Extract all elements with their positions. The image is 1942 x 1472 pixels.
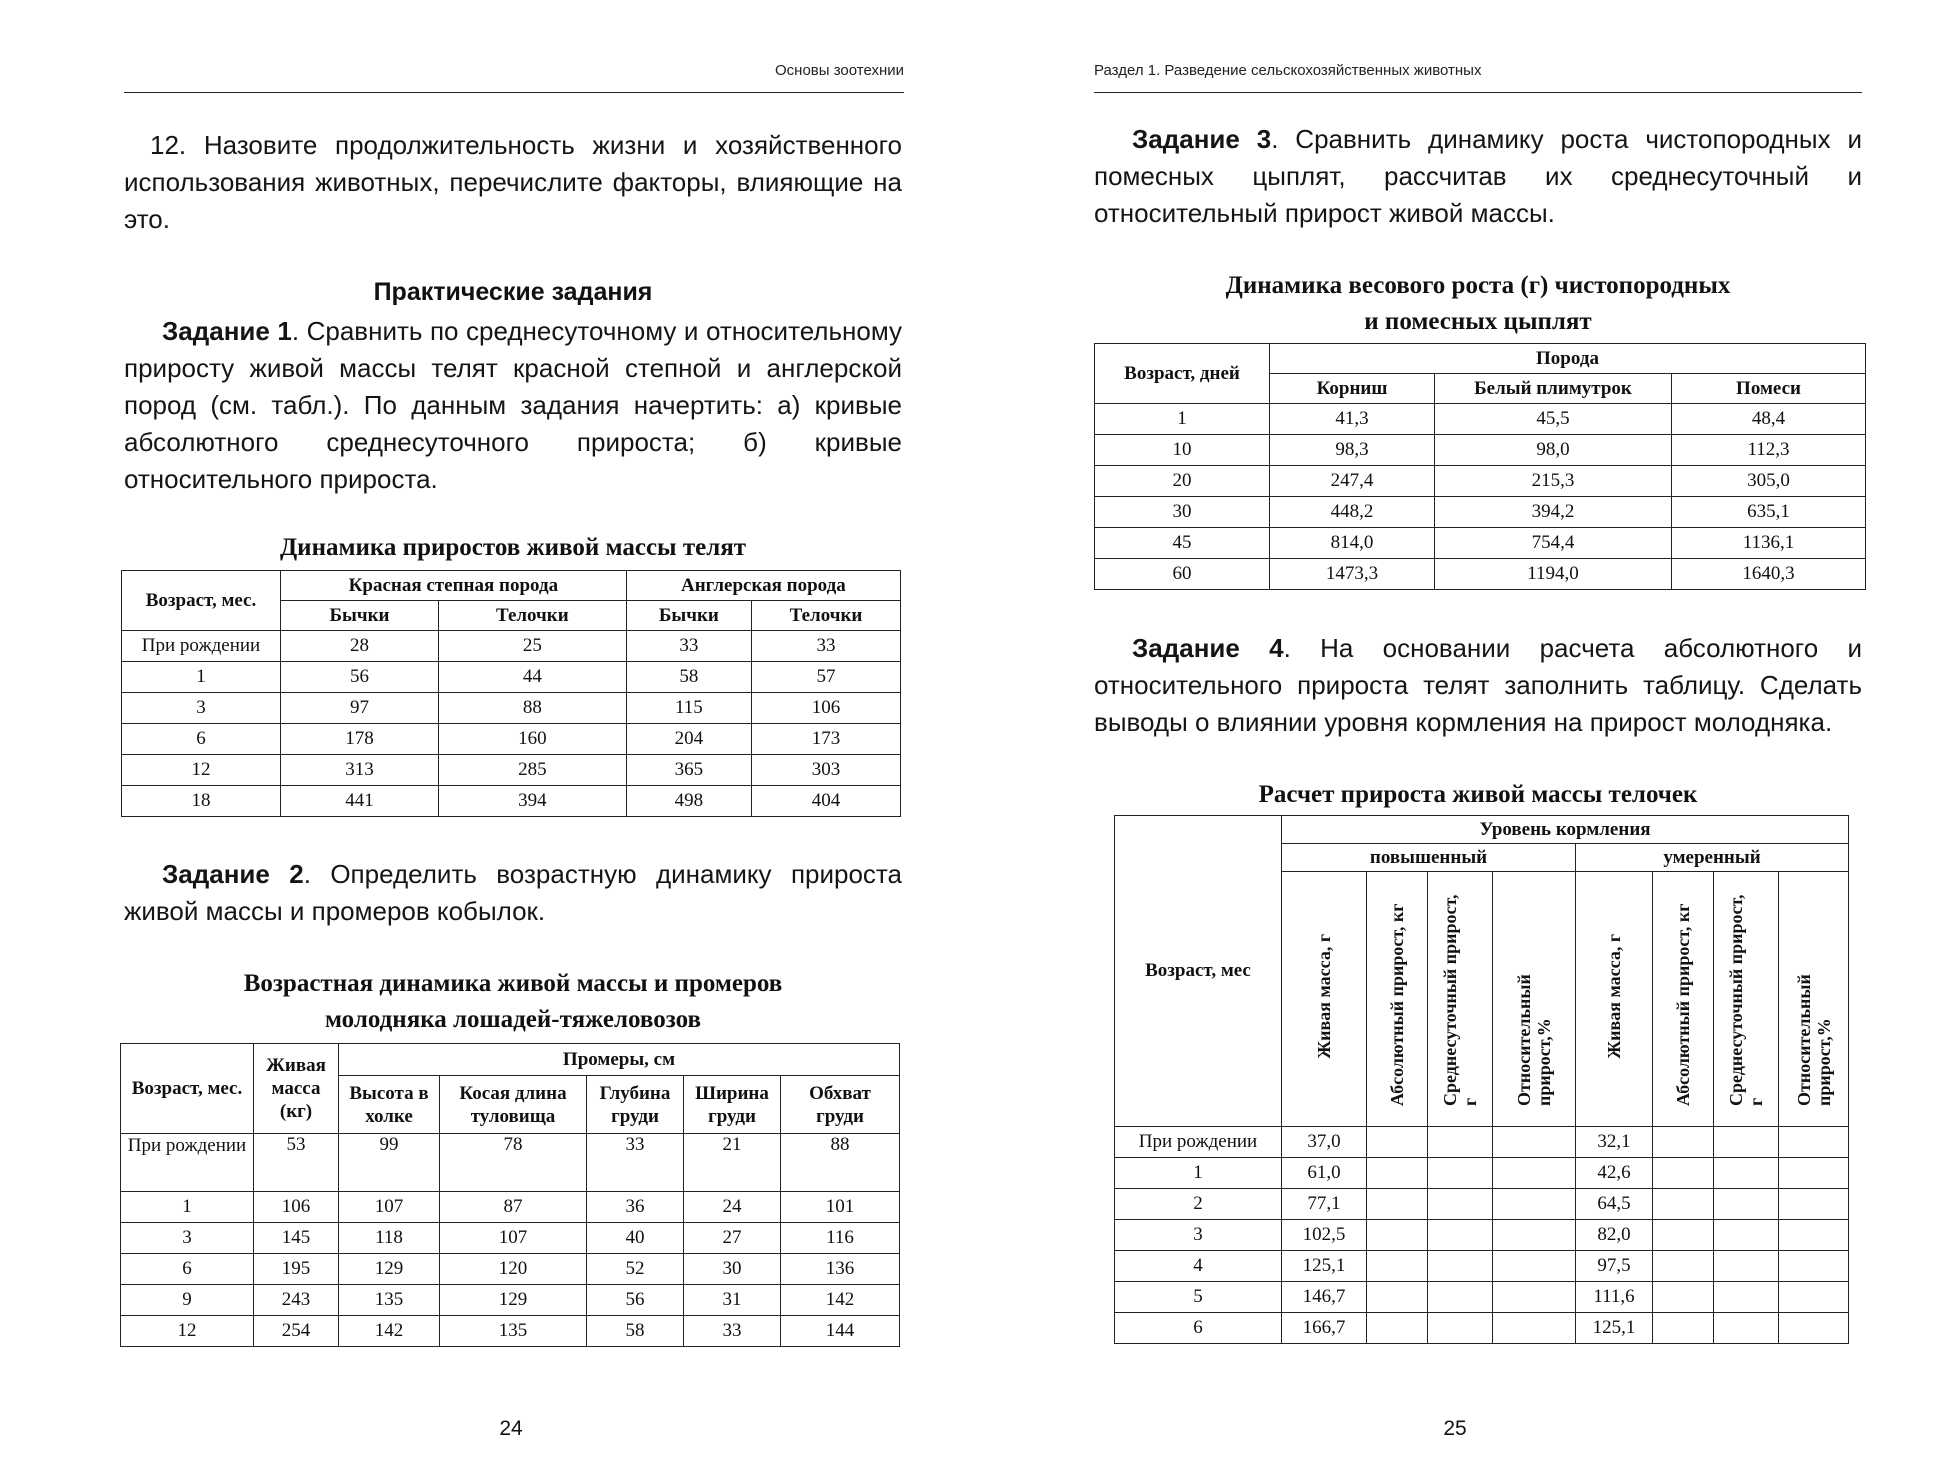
table-cell: 45,5	[1435, 404, 1672, 435]
table-cell	[1653, 1127, 1714, 1158]
vertical-label: Живая масса, г	[1604, 933, 1624, 1059]
table-cell: 166,7	[1282, 1313, 1367, 1344]
table2-group: Промеры, см	[339, 1044, 900, 1076]
table-cell	[1714, 1220, 1779, 1251]
table1-col-age: Возраст, мес.	[122, 571, 281, 631]
table-cell: При рождении	[122, 631, 281, 662]
table-cell	[1367, 1189, 1428, 1220]
table-row	[122, 631, 901, 662]
table-cell: 365	[626, 755, 751, 786]
table-cell	[1714, 1282, 1779, 1313]
table-cell: 215,3	[1435, 466, 1672, 497]
table-cell	[1493, 1189, 1576, 1220]
table-cell: 45	[1095, 528, 1270, 559]
table-cell: 125,1	[1576, 1313, 1653, 1344]
table-cell: 1	[122, 662, 281, 693]
table4-vert-header	[1779, 872, 1849, 1127]
table-cell: 394,2	[1435, 497, 1672, 528]
table-cell	[1428, 1220, 1493, 1251]
table-cell: 61,0	[1282, 1158, 1367, 1189]
table-cell: 58	[587, 1316, 684, 1347]
table4-vert-header	[1493, 872, 1576, 1127]
task2-label: Задание 2	[162, 859, 304, 889]
task3-label: Задание 3	[1132, 124, 1272, 154]
table4-vert-header	[1653, 872, 1714, 1127]
table-cell: 1136,1	[1672, 528, 1866, 559]
table-cell	[1779, 1158, 1849, 1189]
table-cell: 178	[281, 724, 439, 755]
table-cell: 144	[781, 1316, 900, 1347]
table-cell: 254	[254, 1316, 339, 1347]
table2-col-age: Возраст, мес.	[121, 1044, 254, 1134]
table-cell	[1493, 1251, 1576, 1282]
table-cell: 52	[587, 1254, 684, 1285]
table-row	[121, 1285, 900, 1316]
table-cell: 305,0	[1672, 466, 1866, 497]
table-row	[121, 1192, 900, 1223]
table-cell: 18	[122, 786, 281, 817]
task1-label: Задание 1	[162, 316, 292, 346]
table-cell: 44	[438, 662, 626, 693]
table-cell: 10	[1095, 435, 1270, 466]
table-cell: 6	[122, 724, 281, 755]
table-cell: 107	[339, 1192, 440, 1223]
table-cell	[1493, 1313, 1576, 1344]
table-cell	[1779, 1313, 1849, 1344]
table4-col-age: Возраст, мес	[1115, 816, 1282, 1127]
table-cell: 142	[781, 1285, 900, 1316]
table3-title	[1094, 268, 1862, 340]
table-cell: 102,5	[1282, 1220, 1367, 1251]
table-cell: 5	[1115, 1282, 1282, 1313]
right-page	[971, 0, 1942, 1472]
table3-sub: Белый плимутрок	[1435, 374, 1672, 404]
task3-text: . Сравнить динамику роста чистопородных и помесных цыплят, рассчитав их среднесуточный и относительный прирост живой массы.	[1094, 124, 1862, 228]
table-cell: 135	[440, 1316, 587, 1347]
table-cell: 30	[684, 1254, 781, 1285]
table-cell: 56	[281, 662, 439, 693]
table-row	[1115, 1127, 1849, 1158]
table2-sub: Обхват груди	[781, 1076, 900, 1134]
question-12: 12. Назовите продолжительность жизни и хозяйственного использования животных, перечислите факторы, влияющие на это.	[124, 130, 902, 234]
task1-text: . Сравнить по среднесуточному и относительному приросту живой массы телят красной степной и англерской пород (см. табл.). По данным задания начертить: а) кривые абсолютного среднесуточного прироста; б) кривые относительного прироста.	[124, 316, 902, 494]
vertical-label: Среднесуточный прирост, г	[1440, 894, 1480, 1106]
table-cell: 247,4	[1270, 466, 1435, 497]
table-cell: 106	[254, 1192, 339, 1223]
table-cell: 142	[339, 1316, 440, 1347]
table-row	[122, 724, 901, 755]
table-cell: 98,0	[1435, 435, 1672, 466]
table-cell: 60	[1095, 559, 1270, 590]
table1	[121, 570, 901, 817]
table-cell: 106	[752, 693, 901, 724]
table-cell: 125,1	[1282, 1251, 1367, 1282]
table-cell: 6	[121, 1254, 254, 1285]
vertical-label: Абсолютный прирост, кг	[1673, 903, 1693, 1106]
section-heading: Практические задания	[373, 278, 653, 306]
table4-group: Уровень кормления	[1282, 816, 1849, 844]
table4-title: Расчет прироста живой массы телочек	[1258, 781, 1698, 808]
table2-sub: Высота в холке	[339, 1076, 440, 1134]
table-cell: 498	[626, 786, 751, 817]
table-row	[1095, 528, 1866, 559]
table-cell: 448,2	[1270, 497, 1435, 528]
table-row	[1115, 1158, 1849, 1189]
table-cell: 313	[281, 755, 439, 786]
table-cell	[1779, 1220, 1849, 1251]
task4-paragraph	[1094, 630, 1862, 741]
table2-title-line1: Возрастная динамика живой массы и промеров	[243, 970, 783, 997]
table2	[120, 1043, 900, 1347]
table2-sub: Ширина груди	[684, 1076, 781, 1134]
table-cell: 173	[752, 724, 901, 755]
table-cell: 77,1	[1282, 1189, 1367, 1220]
table-row	[122, 755, 901, 786]
table1-title: Динамика приростов живой массы телят	[279, 534, 747, 561]
vertical-label: Относительный прирост,%	[1793, 974, 1834, 1106]
page-number: 25	[1443, 1417, 1467, 1440]
table-cell: 82,0	[1576, 1220, 1653, 1251]
table-cell	[1714, 1189, 1779, 1220]
table-cell: 88	[438, 693, 626, 724]
table-cell	[1653, 1158, 1714, 1189]
table-row	[1095, 435, 1866, 466]
table-row	[121, 1254, 900, 1285]
table-cell: 1473,3	[1270, 559, 1435, 590]
table1-group2: Англерская порода	[626, 571, 900, 601]
vertical-label: Живая масса, г	[1314, 933, 1334, 1059]
table-cell: 99	[339, 1134, 440, 1192]
table-cell: 814,0	[1270, 528, 1435, 559]
table-cell	[1367, 1313, 1428, 1344]
table-cell: 28	[281, 631, 439, 662]
table-cell: 6	[1115, 1313, 1282, 1344]
table-cell: 135	[339, 1285, 440, 1316]
table-cell	[1367, 1251, 1428, 1282]
table-cell: 32,1	[1576, 1127, 1653, 1158]
table3-title-line2: и помесных цыплят	[1364, 308, 1592, 335]
table-cell: 21	[684, 1134, 781, 1192]
table-cell: 129	[339, 1254, 440, 1285]
table-cell: 58	[626, 662, 751, 693]
table-cell	[1653, 1189, 1714, 1220]
table-cell	[1367, 1282, 1428, 1313]
table-cell	[1428, 1251, 1493, 1282]
table-cell: 48,4	[1672, 404, 1866, 435]
table1-group1: Красная степная порода	[281, 571, 627, 601]
table-cell	[1714, 1158, 1779, 1189]
table1-sub: Телочки	[752, 601, 901, 631]
table-cell	[1428, 1189, 1493, 1220]
table-cell: 1640,3	[1672, 559, 1866, 590]
table-row	[1115, 1282, 1849, 1313]
table-cell: 3	[1115, 1220, 1282, 1251]
table2-sub: Глубина груди	[587, 1076, 684, 1134]
table-cell	[1779, 1189, 1849, 1220]
table3-group: Порода	[1270, 344, 1866, 374]
table-cell: 97,5	[1576, 1251, 1653, 1282]
table-cell: 33	[752, 631, 901, 662]
table-cell: 441	[281, 786, 439, 817]
running-head: Раздел 1. Разведение сельскохозяйственных животных	[1094, 62, 1482, 79]
table-row	[122, 786, 901, 817]
table-cell: 25	[438, 631, 626, 662]
table3	[1094, 343, 1866, 590]
table-cell: 243	[254, 1285, 339, 1316]
table-cell: 1	[1095, 404, 1270, 435]
table1-sub: Бычки	[626, 601, 751, 631]
table4-vert-header	[1714, 872, 1779, 1127]
table3-title-line1: Динамика весового роста (г) чистопородных	[1225, 272, 1731, 299]
vertical-label: Абсолютный прирост, кг	[1387, 903, 1407, 1106]
header-rule	[124, 92, 904, 93]
table-cell: 129	[440, 1285, 587, 1316]
table-cell: 88	[781, 1134, 900, 1192]
table-cell: 120	[440, 1254, 587, 1285]
table-cell: При рождении	[1115, 1127, 1282, 1158]
task1-paragraph	[124, 313, 902, 498]
table4-vert-header	[1428, 872, 1493, 1127]
table-cell: 160	[438, 724, 626, 755]
table4-level1: повышенный	[1282, 844, 1576, 872]
table-cell	[1493, 1158, 1576, 1189]
table-cell: 145	[254, 1223, 339, 1254]
table4	[1114, 815, 1849, 1344]
header-rule	[1094, 92, 1862, 93]
table3-col-age: Возраст, дней	[1095, 344, 1270, 404]
task2-text: . Определить возрастную динамику прироста живой массы и промеров кобылок.	[124, 859, 902, 926]
table-cell	[1714, 1251, 1779, 1282]
table-cell: 3	[121, 1223, 254, 1254]
table-cell: 394	[438, 786, 626, 817]
table-cell	[1428, 1158, 1493, 1189]
table-row	[1095, 466, 1866, 497]
table-cell	[1714, 1313, 1779, 1344]
table-cell	[1493, 1127, 1576, 1158]
table-cell: 754,4	[1435, 528, 1672, 559]
table-cell: 101	[781, 1192, 900, 1223]
table-cell	[1367, 1158, 1428, 1189]
table-cell	[1428, 1282, 1493, 1313]
task4-label: Задание 4	[1132, 633, 1284, 663]
table-cell	[1493, 1282, 1576, 1313]
table-row	[1115, 1251, 1849, 1282]
table-cell: При рождении	[121, 1134, 254, 1192]
table-row	[1115, 1313, 1849, 1344]
table-cell: 107	[440, 1223, 587, 1254]
table-cell	[1779, 1127, 1849, 1158]
table-cell: 195	[254, 1254, 339, 1285]
table-cell: 4	[1115, 1251, 1282, 1282]
table-cell	[1428, 1127, 1493, 1158]
table-cell: 12	[121, 1316, 254, 1347]
table3-sub: Корниш	[1270, 374, 1435, 404]
table-cell: 2	[1115, 1189, 1282, 1220]
table-cell	[1714, 1127, 1779, 1158]
table-cell: 204	[626, 724, 751, 755]
table-cell: 57	[752, 662, 901, 693]
table4-vert-header	[1576, 872, 1653, 1127]
table-cell: 33	[684, 1316, 781, 1347]
table-cell	[1779, 1282, 1849, 1313]
table-row	[121, 1223, 900, 1254]
table1-sub: Телочки	[438, 601, 626, 631]
task2-paragraph	[124, 856, 902, 930]
table2-title-line2: молодняка лошадей-тяжеловозов	[324, 1006, 701, 1033]
task4-text: . На основании расчета абсолютного и относительного прироста телят заполнить таблицу. Сделать выводы о влиянии уровня кормления на прирост молодняка.	[1094, 633, 1862, 737]
table-cell: 116	[781, 1223, 900, 1254]
table-cell: 24	[684, 1192, 781, 1223]
table-cell: 37,0	[1282, 1127, 1367, 1158]
table-row	[122, 662, 901, 693]
table-row	[1095, 497, 1866, 528]
table-cell: 20	[1095, 466, 1270, 497]
table-row	[121, 1134, 900, 1192]
running-head: Основы зоотехнии	[775, 62, 905, 79]
table-cell: 64,5	[1576, 1189, 1653, 1220]
table-cell: 136	[781, 1254, 900, 1285]
page-number: 24	[499, 1417, 523, 1440]
table-cell: 31	[684, 1285, 781, 1316]
table-row	[121, 1316, 900, 1347]
table-cell: 56	[587, 1285, 684, 1316]
table-row	[1095, 559, 1866, 590]
table-cell	[1653, 1251, 1714, 1282]
table-cell	[1779, 1251, 1849, 1282]
table-cell: 41,3	[1270, 404, 1435, 435]
table2-sub: Косая длина туловища	[440, 1076, 587, 1134]
table-cell: 9	[121, 1285, 254, 1316]
table-cell: 36	[587, 1192, 684, 1223]
table-cell: 303	[752, 755, 901, 786]
table-row	[1115, 1189, 1849, 1220]
table-cell: 115	[626, 693, 751, 724]
table-cell	[1493, 1220, 1576, 1251]
table-cell: 33	[626, 631, 751, 662]
table-cell	[1653, 1282, 1714, 1313]
table-cell: 30	[1095, 497, 1270, 528]
table-row	[122, 693, 901, 724]
table-cell: 1194,0	[1435, 559, 1672, 590]
table-cell: 33	[587, 1134, 684, 1192]
table-cell: 118	[339, 1223, 440, 1254]
table4-vert-header	[1282, 872, 1367, 1127]
vertical-label: Среднесуточный прирост, г	[1726, 894, 1766, 1106]
table2-title	[124, 966, 902, 1038]
table-cell: 40	[587, 1223, 684, 1254]
table-cell: 404	[752, 786, 901, 817]
table-cell: 53	[254, 1134, 339, 1192]
table4-vert-header	[1367, 872, 1428, 1127]
table-cell: 1	[1115, 1158, 1282, 1189]
table4-level2: умеренный	[1576, 844, 1849, 872]
table-cell: 42,6	[1576, 1158, 1653, 1189]
table-cell: 285	[438, 755, 626, 786]
table-cell	[1653, 1313, 1714, 1344]
table-cell	[1367, 1220, 1428, 1251]
table1-sub: Бычки	[281, 601, 439, 631]
table-row	[1095, 404, 1866, 435]
table-cell: 635,1	[1672, 497, 1866, 528]
table-cell	[1367, 1127, 1428, 1158]
vertical-label: Относительный прирост,%	[1514, 974, 1554, 1106]
task3-paragraph	[1094, 121, 1862, 232]
table-cell: 3	[122, 693, 281, 724]
table-cell: 111,6	[1576, 1282, 1653, 1313]
table-cell	[1428, 1313, 1493, 1344]
table-cell	[1653, 1220, 1714, 1251]
table3-sub: Помеси	[1672, 374, 1866, 404]
table-cell: 98,3	[1270, 435, 1435, 466]
table-cell: 1	[121, 1192, 254, 1223]
table-cell: 78	[440, 1134, 587, 1192]
table-cell: 27	[684, 1223, 781, 1254]
table-row	[1115, 1220, 1849, 1251]
table-cell: 97	[281, 693, 439, 724]
table-cell: 12	[122, 755, 281, 786]
table-cell: 146,7	[1282, 1282, 1367, 1313]
table2-col-mass: Живая масса (кг)	[254, 1044, 339, 1134]
table-cell: 112,3	[1672, 435, 1866, 466]
table-cell: 87	[440, 1192, 587, 1223]
